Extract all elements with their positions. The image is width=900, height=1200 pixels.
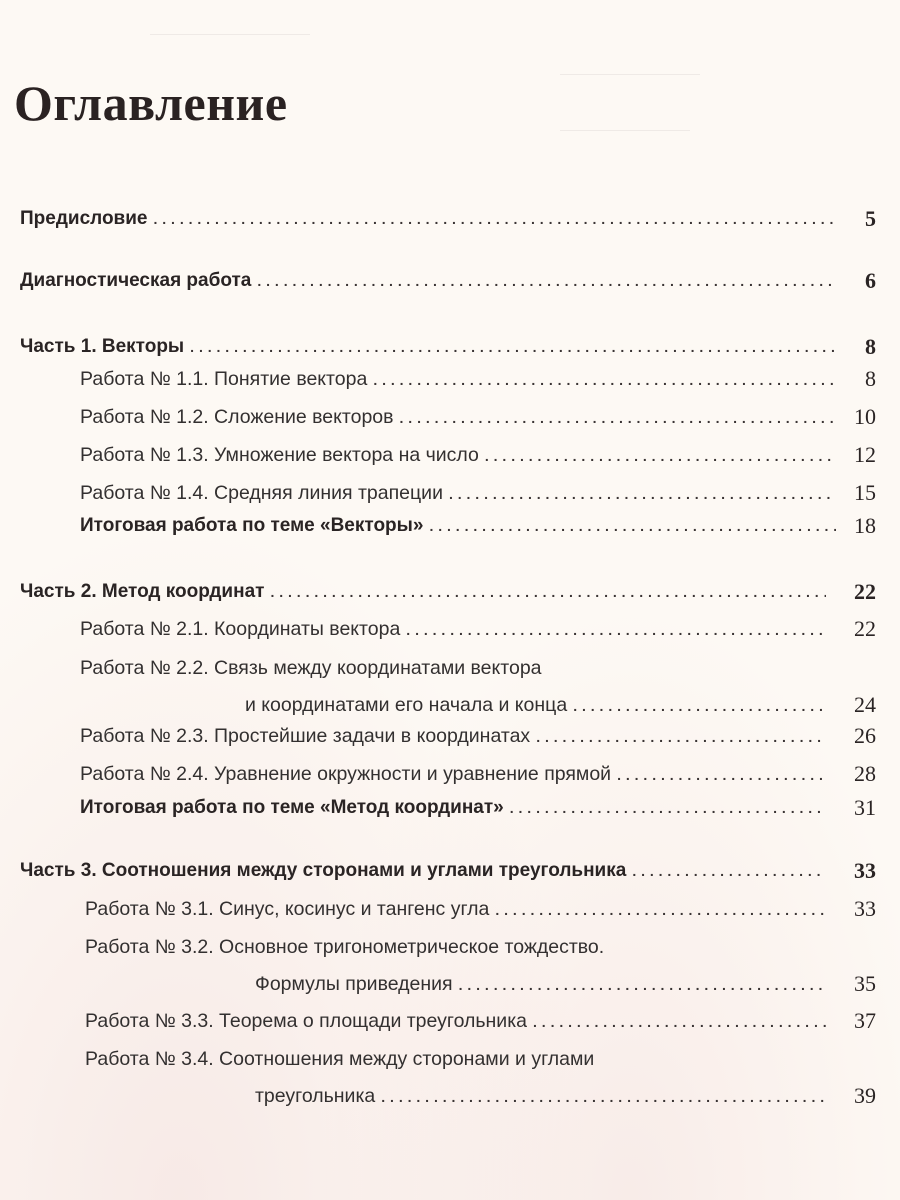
toc-entry-1-1[interactable] [0,363,900,395]
toc-entry-title: Работа № 2.3. Простейшие задачи в координатах [80,725,531,747]
toc-page-number: 18 [854,513,876,538]
dot-leader [190,331,836,363]
dot-leader [485,440,836,472]
dot-leader [632,855,826,887]
toc-entry-title: Работа № 3.2. Основное тригонометрическое тождество. [85,936,605,958]
toc-entry-1-3[interactable] [0,439,900,471]
dot-leader [536,721,826,753]
toc-entry-title: Итоговая работа по теме «Метод координат» [80,797,504,818]
toc-entry-title: Работа № 1.2. Сложение векторов [80,406,394,428]
dot-leader [459,969,826,1001]
toc-entry-title: Работа № 1.3. Умножение вектора на число [80,444,479,466]
dot-leader [510,792,826,824]
dot-leader [257,265,836,297]
toc-final-part-2[interactable] [0,792,900,824]
toc-entry-preface[interactable] [0,203,900,235]
toc-page-number: 33 [854,858,876,883]
dot-leader [533,1006,826,1038]
dot-leader [154,203,837,235]
toc-page-number: 22 [854,579,876,604]
toc-entry-3-2[interactable] [0,931,900,1003]
toc-page-number: 12 [854,442,876,467]
toc-entry-title: Работа № 3.1. Синус, косинус и тангенс угла [85,898,490,920]
toc-entry-continuation: треугольника [255,1085,376,1107]
dot-leader [495,894,826,926]
toc-entry-1-2[interactable] [0,401,900,433]
toc-part-1[interactable] [0,331,900,363]
show-through-line [560,130,690,131]
dot-leader [381,1081,826,1113]
toc-page-number: 22 [854,616,876,641]
dot-leader [270,576,826,608]
toc-entry-title: Работа № 2.4. Уравнение окружности и уравнение прямой [80,763,612,785]
toc-page-number: 5 [865,206,876,231]
toc-entry-title: Диагностическая работа [20,270,252,291]
toc-entry-3-1[interactable] [0,893,900,925]
toc-entry-title: Работа № 1.1. Понятие вектора [80,368,368,390]
toc-page-number: 8 [865,366,876,391]
toc-entry-2-3[interactable] [0,720,900,752]
toc-entry-1-4[interactable] [0,477,900,509]
toc-page-number: 26 [854,723,876,748]
toc-entry-title: Работа № 2.1. Координаты вектора [80,618,401,640]
toc-entry-title: Часть 2. Метод координат [20,581,265,602]
toc-page-number: 33 [854,896,876,921]
toc-page-number: 28 [854,761,876,786]
toc-entry-title: Работа № 1.4. Средняя линия трапеции [80,482,443,504]
toc-page-number: 24 [854,692,876,717]
toc-entry-continuation: Формулы приведения [255,973,453,995]
toc-entry-continuation: и координатами его начала и конца [245,694,568,716]
dot-leader [429,510,836,542]
toc-final-part-1[interactable] [0,510,900,542]
show-through-line [150,34,310,35]
toc-part-2[interactable] [0,576,900,608]
toc-entry-title: Часть 3. Соотношения между сторонами и углами треугольника [20,860,627,881]
toc-entry-diagnostic[interactable] [0,265,900,297]
dot-leader [406,614,826,646]
toc-page-number: 35 [854,971,876,996]
toc-page-number: 31 [854,795,876,820]
toc-page-number: 15 [854,480,876,505]
toc-entry-title: Итоговая работа по теме «Векторы» [80,515,424,536]
dot-leader [617,759,826,791]
toc-entry-title: Часть 1. Векторы [20,336,185,357]
toc-page-number: 37 [854,1008,876,1033]
toc-entry-2-1[interactable] [0,613,900,645]
toc-page-number: 8 [865,334,876,359]
toc-page-number: 10 [854,404,876,429]
page-title: Оглавление [14,74,288,131]
toc-entry-3-3[interactable] [0,1005,900,1037]
toc-entry-title: Работа № 3.4. Соотношения между сторонами и углами [85,1048,595,1070]
toc-entry-title: Работа № 3.3. Теорема о площади треугольника [85,1010,528,1032]
dot-leader [449,478,836,510]
toc-entry-title: Предисловие [20,208,148,229]
toc-entry-2-2[interactable] [0,652,900,724]
show-through-line [560,74,700,75]
dot-leader [400,402,836,434]
toc-part-3[interactable] [0,855,900,887]
dot-leader [573,690,826,722]
toc-entry-3-4[interactable] [0,1043,900,1115]
toc-entry-2-4[interactable] [0,758,900,790]
toc-entry-title: Работа № 2.2. Связь между координатами вектора [80,657,542,679]
toc-page-number: 6 [865,268,876,293]
toc-page-number: 39 [854,1083,876,1108]
dot-leader [373,364,836,396]
